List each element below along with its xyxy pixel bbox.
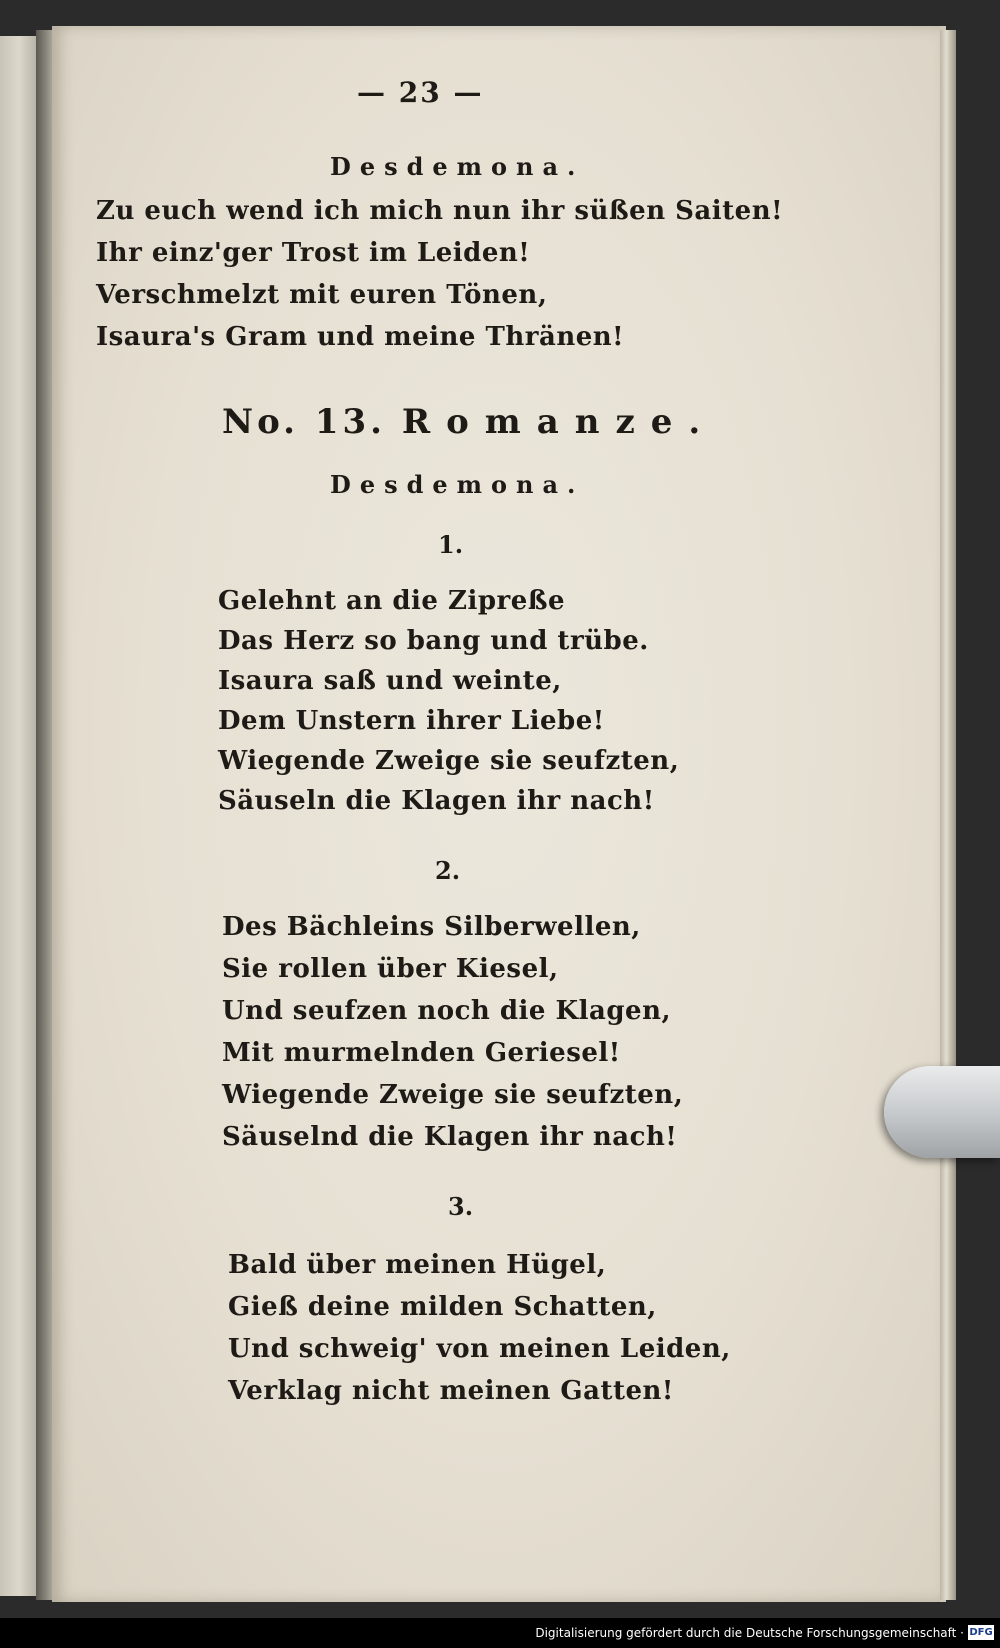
dfg-logo: DFG xyxy=(969,1627,993,1638)
verse-line: Sie rollen über Kiesel, xyxy=(222,954,559,984)
verse-line: Isaura's Gram und meine Thränen! xyxy=(96,322,625,352)
page-edge xyxy=(940,30,956,1600)
verse-line: Das Herz so bang und trübe. xyxy=(218,626,649,656)
page-number: — 23 — xyxy=(357,76,484,109)
verse-line: Isaura saß und weinte, xyxy=(218,666,562,696)
verse-line: Säuseln die Klagen ihr nach! xyxy=(218,786,655,816)
section-speaker: Desdemona. xyxy=(330,470,585,499)
verse-line: Bald über meinen Hügel, xyxy=(228,1250,607,1280)
verse-line: Zu euch wend ich mich nun ihr süßen Saiten! xyxy=(96,196,784,226)
heading-title: Romanze. xyxy=(401,402,717,442)
verse-line: Verklag nicht meinen Gatten! xyxy=(228,1376,674,1406)
verse-line: Verschmelzt mit euren Tönen, xyxy=(96,280,548,310)
footer-bar xyxy=(0,1618,1000,1648)
verse-line: Des Bächleins Silberwellen, xyxy=(222,912,641,942)
number-heading xyxy=(222,402,716,442)
stanza-number: 1. xyxy=(438,530,464,559)
stanza-number: 3. xyxy=(448,1192,474,1221)
verse-line: Und seufzen noch die Klagen, xyxy=(222,996,672,1026)
verse-line: Säuselnd die Klagen ihr nach! xyxy=(222,1122,678,1152)
verse-line: Wiegende Zweige sie seufzten, xyxy=(222,1080,684,1110)
footer-credit: Digitalisierung gefördert durch die Deutsche Forschungsgemeinschaft · xyxy=(535,1626,964,1640)
verse-line: Ihr einz'ger Trost im Leiden! xyxy=(96,238,531,268)
verse-line: Wiegende Zweige sie seufzten, xyxy=(218,746,680,776)
verse-line: Gieß deine milden Schatten, xyxy=(228,1292,657,1322)
heading-number: No. 13. xyxy=(222,402,386,442)
stanza-number: 2. xyxy=(435,856,461,885)
verse-line: Mit murmelnden Geriesel! xyxy=(222,1038,621,1068)
verse-line: Und schweig' von meinen Leiden, xyxy=(228,1334,731,1364)
scene-speaker: Desdemona. xyxy=(330,152,585,181)
metal-page-clip xyxy=(884,1066,1000,1158)
verse-line: Dem Unstern ihrer Liebe! xyxy=(218,706,605,736)
verse-line: Gelehnt an die Zipreße xyxy=(218,586,566,616)
